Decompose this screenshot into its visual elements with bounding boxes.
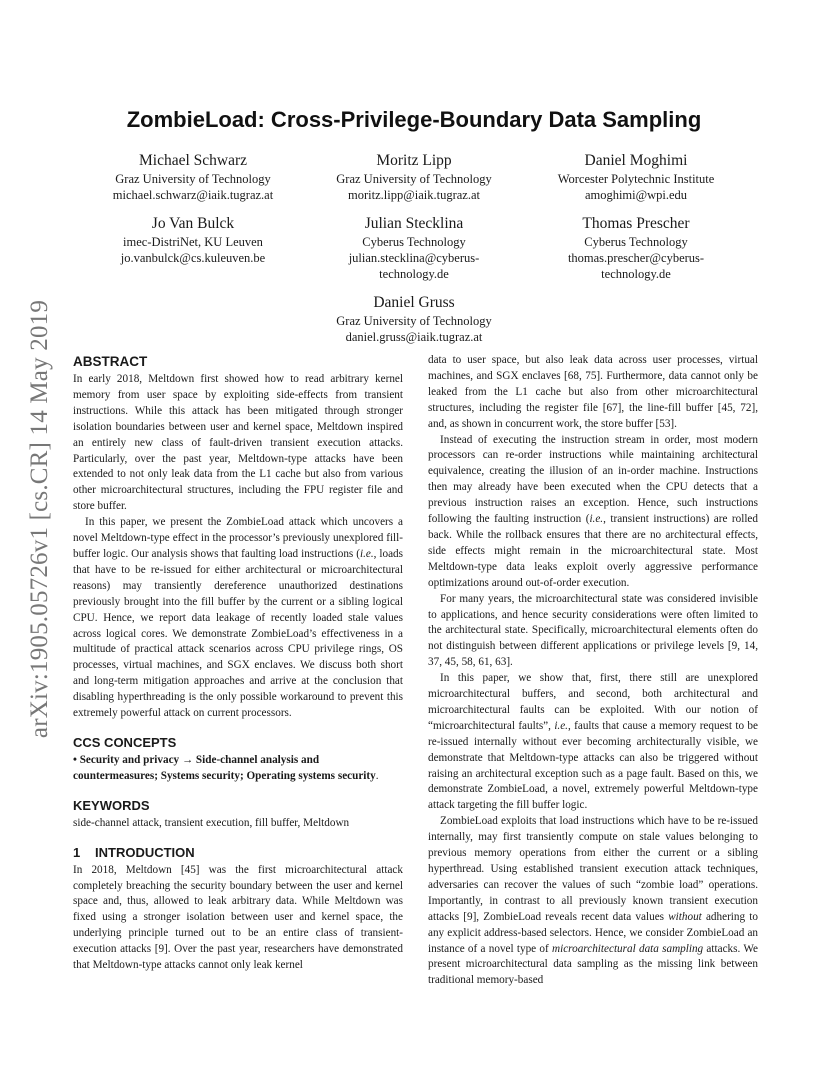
body-paragraph: For many years, the microarchitectural state was considered invisible to applications, and hence security considerations were often limited to the architectural state. Specifically, microarchitectural elements often do not distinguish between different applications or privilege levels [9, 14, 37, 45, 58, 61, 63]. [428, 592, 758, 669]
abstract-paragraph: In early 2018, Meltdown first showed how to read arbitrary kernel memory from user space by exploiting side-effects from transient instructions. While this attack has been mitigated through stronger isolation boundaries between user and kernel space, Meltdown inspired an entirely new class of fault-driven transient execution attacks. Particularly, over the past year, Meltdown-type attacks have been extended to not only leak data from the L1 cache but also from various other microarchitectural structures, including the FPU register file and store buffer. [73, 373, 403, 513]
author-affiliation: Graz University of Technology [115, 172, 271, 186]
section-title: INTRODUCTION [95, 844, 195, 860]
author-block [78, 150, 308, 203]
abstract-paragraph: In this paper, we present the ZombieLoad attack which uncovers a novel Meltdown-type effect in the processor’s previously unexplored fill-buffer logic. Our analysis shows that faulting load instructions (i.e., loads that have to be re-issued for either architectural or microarchitectural reasons) may transiently dereference unauthorized destinations previously brought into the fill buffer by the current or a sibling logical CPU. Hence, we report data leakage of recently loaded stale values across logical cores. We demonstrate ZombieLoad’s effectiveness in a multitude of practical attack scenarios across CPU privilege rings, OS processes, virtual machines, and SGX enclaves. We discuss both short and long-term mitigation approaches and arrive at the conclusion that disabling hyperthreading is the only possible workaround to prevent this extremely powerful attack on current processors. [73, 516, 403, 720]
author-name: Michael Schwarz [138, 152, 248, 169]
author-block [299, 150, 529, 203]
author-name: Daniel Gruss [373, 294, 455, 311]
ccs-text: • Security and privacy → Side-channel analysis and countermeasures; Systems security; Operating systems security. [73, 753, 379, 782]
right-column [428, 353, 758, 989]
paper-title: ZombieLoad: Cross-Privilege-Boundary Data Sampling [126, 107, 702, 132]
author-email: michael.schwarz@iaik.tugraz.at [112, 188, 274, 202]
arxiv-identifier [22, 283, 58, 755]
arxiv-identifier-text: arXiv:1905.05726v1 [cs.CR] 14 May 2019 [26, 299, 53, 739]
author-email-continued: technology.de [601, 267, 671, 281]
abstract-heading: ABSTRACT [73, 354, 148, 369]
author-email-continued: technology.de [379, 267, 449, 281]
author-name: Jo Van Bulck [151, 215, 235, 232]
author-email: jo.vanbulck@cs.kuleuven.be [120, 251, 266, 265]
body-paragraph: In this paper, we show that, first, there still are unexplored microarchitectural buffers, and second, both architectural and microarchitectural faults can be exploited. With our notion of “microarchitectural faults”, i.e., faults that cause a memory request to be re-issued internally without ever becoming architecturally visible, we demonstrate that Meltdown-type attacks can also be triggered without raising an architectural exception such as a page fault. Based on this, we demonstrate ZombieLoad, a novel, extremely powerful Meltdown-type attack targeting the fill buffer logic. [428, 672, 758, 812]
author-block [78, 213, 308, 266]
author-name: Thomas Prescher [582, 215, 690, 232]
author-affiliation: imec-DistriNet, KU Leuven [123, 235, 263, 249]
author-email: daniel.gruss@iaik.tugraz.at [345, 330, 483, 344]
body-paragraph: ZombieLoad exploits that load instructions which have to be re-issued internally, may first transiently compute on stale values belonging to previous memory operations from either the current or a sibling hyperthread. Using established transient execution attack techniques, adversaries can recover the values of such “zombie load” operations. Importantly, in contrast to all previously known transient execution attacks [9], ZombieLoad reveals recent data values without adhering to any explicit address-based selectors. Hence, we consider ZombieLoad an instance of a novel type of microarchitectural data sampling attacks. We present microarchitectural data sampling as the missing link between traditional memory-based [428, 815, 758, 987]
author-email: amoghimi@wpi.edu [584, 188, 688, 202]
author-affiliation: Graz University of Technology [336, 314, 492, 328]
introduction-heading [73, 844, 403, 861]
body-paragraph: data to user space, but also leak data across user processes, virtual machines, and SGX enclaves [68, 75]. Furthermore, data cannot only be leaked from the L1 cache but also from other microarchitectural structures, including the register file [67], the line-fill buffer [45, 72], and, as shown in concurrent work, the store buffer [53]. [428, 354, 758, 430]
author-name: Julian Stecklina [364, 215, 464, 232]
author-block [521, 213, 751, 282]
keywords-heading: KEYWORDS [73, 797, 150, 813]
author-email: thomas.prescher@cyberus- [567, 251, 705, 265]
left-column [73, 353, 403, 974]
ccs-heading: CCS CONCEPTS [73, 734, 177, 750]
author-block [299, 213, 529, 282]
author-block [521, 150, 751, 203]
author-email: julian.stecklina@cyberus- [348, 251, 480, 265]
author-block [299, 292, 529, 345]
author-name: Daniel Moghimi [584, 152, 688, 169]
author-email: moritz.lipp@iaik.tugraz.at [348, 188, 480, 202]
section-number: 1 [73, 844, 81, 860]
author-affiliation: Cyberus Technology [584, 235, 688, 249]
author-affiliation: Graz University of Technology [336, 172, 492, 186]
author-affiliation: Cyberus Technology [362, 235, 466, 249]
body-paragraph: Instead of executing the instruction stream in order, most modern processors can re-order instructions while maintaining architectural equivalence, creating the illusion of an in-order machine. Instructions then may already have been executed when the CPU detects that a previous instruction raises an exception. Hence, such instructions following the faulting instruction (i.e., transient instructions) are rolled back. While the rollback ensures that there are no architectural effects, side effects might remain in the microarchitectural state. Most Meltdown-type data leaks exploit overly aggressive performance optimizations around out-of-order execution. [428, 433, 758, 589]
introduction-paragraph: In 2018, Meltdown [45] was the first microarchitectural attack completely breaching the security boundary between the user and kernel space and, thus, allowed to leak arbitrary data. While Meltdown was fixed using a stronger isolation between user and kernel space, the underlying principle turned out to be an entire class of transient-execution attacks [9]. Over the past year, researchers have demonstrated that Meltdown-type attacks cannot only leak kernel [73, 863, 403, 972]
keywords-text: side-channel attack, transient execution, fill buffer, Meltdown [73, 816, 350, 829]
author-affiliation: Worcester Polytechnic Institute [557, 172, 715, 186]
author-name: Moritz Lipp [376, 152, 452, 169]
